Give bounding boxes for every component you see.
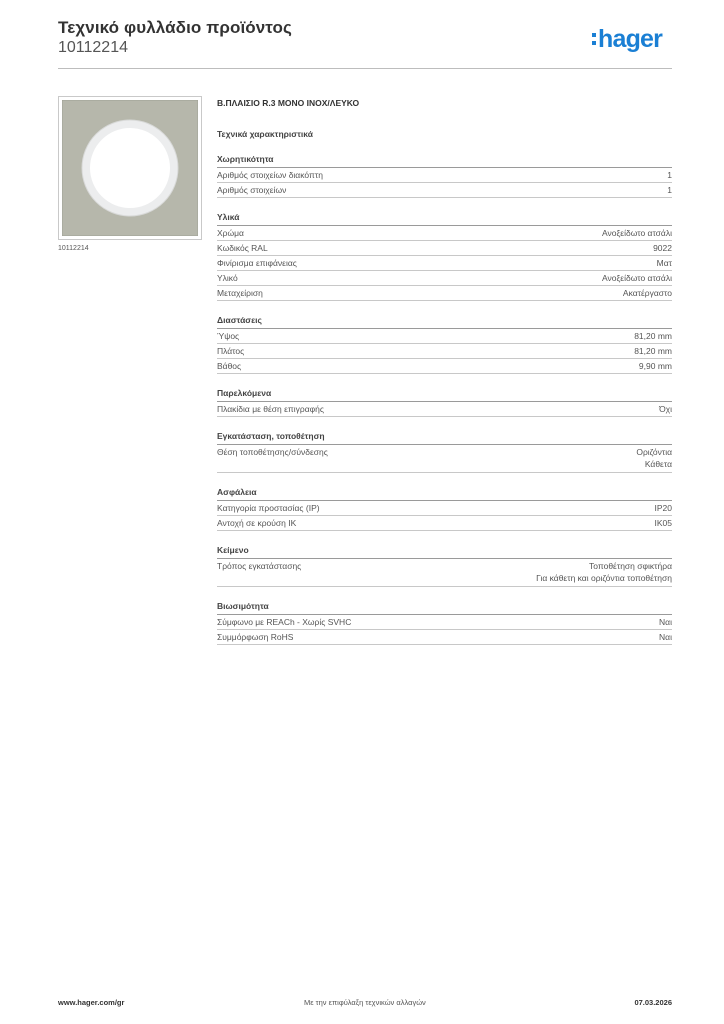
spec-value (655, 517, 673, 530)
spec-value (659, 631, 672, 644)
spec-value (623, 287, 672, 300)
frame-product-image-icon (62, 100, 198, 236)
spec-value-line: 9,90 mm (638, 361, 672, 371)
spec-value-line: IK05 (654, 518, 672, 528)
product-name: Β.ΠΛΑΙΣΙΟ R.3 ΜΟΝΟ INOX/ΛΕΥΚΟ (217, 98, 360, 108)
section-title: Ασφάλεια (217, 486, 672, 501)
spec-value-line: Οριζόντια (636, 447, 672, 457)
product-image (58, 96, 202, 240)
spec-row (217, 271, 672, 286)
spec-value-line: IP20 (654, 503, 672, 513)
hager-logo (592, 26, 662, 52)
spec-row (217, 256, 672, 271)
spec-label: Ύψος (217, 331, 240, 341)
footer-website[interactable]: www.hager.com/gr (58, 998, 125, 1007)
logo-text: hager (598, 25, 663, 53)
footer-note: Με την επιφύλαξη τεχνικών αλλαγών (304, 998, 426, 1007)
image-caption: 10112214 (58, 245, 89, 252)
spec-label: Κατηγορία προστασίας (IP) (217, 503, 320, 513)
spec-label: Τρόπος εγκατάστασης (217, 561, 302, 571)
section-title: Χωρητικότητα (217, 153, 672, 168)
spec-row (217, 615, 672, 630)
spec-value (667, 184, 672, 197)
spec-value (536, 560, 672, 584)
spec-label: Πλάτος (217, 346, 245, 356)
spec-label: Βάθος (217, 361, 242, 371)
spec-value-line: Κάθετα (644, 459, 672, 469)
spec-label: Μεταχείριση (217, 288, 263, 298)
spec-value-line: 9022 (653, 243, 672, 253)
spec-row (217, 329, 672, 344)
spec-value (655, 502, 673, 515)
spec-row (217, 226, 672, 241)
spec-value-line: Όχι (659, 404, 672, 414)
spec-value (659, 616, 672, 629)
document-title: Τεχνικό φυλλάδιο προϊόντος (58, 18, 292, 37)
page-footer (58, 998, 672, 1010)
spec-label: Σύμφωνο με REACh - Χωρίς SVHC (217, 617, 352, 627)
spec-row (217, 445, 672, 473)
spec-row (217, 344, 672, 359)
section-title: Παρελκόμενα (217, 387, 672, 402)
section-title: Βιωσιμότητα (217, 600, 672, 615)
spec-value-line: Ανοξείδωτο ατσάλι (601, 228, 672, 238)
spec-row (217, 501, 672, 516)
spec-label: Υλικό (217, 273, 238, 283)
spec-row (217, 183, 672, 198)
spec-value (657, 257, 672, 270)
section-title: Υλικά (217, 211, 672, 226)
section-title: Κείμενο (217, 544, 672, 559)
spec-row (217, 402, 672, 417)
spec-label: Κωδικός RAL (217, 243, 268, 253)
spec-value-line: Ανοξείδωτο ατσάλι (601, 273, 672, 283)
spec-value (659, 403, 672, 416)
spec-value-line: Ναι (659, 617, 672, 627)
spec-value (634, 345, 672, 358)
spec-value-line: 1 (667, 170, 672, 180)
spec-label: Χρώμα (217, 228, 244, 238)
spec-value (639, 360, 672, 373)
header-divider (58, 68, 672, 69)
section-title: Διαστάσεις (217, 314, 672, 329)
spec-value-line: Ακατέργαστο (622, 288, 672, 298)
spec-sections (217, 153, 672, 645)
spec-value (634, 330, 672, 343)
spec-value-line: Ναι (659, 632, 672, 642)
spec-value-line: Για κάθετη και οριζόντια τοποθέτηση (536, 573, 672, 583)
spec-label: Συμμόρφωση RoHS (217, 632, 294, 642)
spec-value-line: Τοποθέτηση σφικτήρα (588, 561, 672, 571)
spec-row (217, 559, 672, 587)
spec-row (217, 630, 672, 645)
spec-content (217, 97, 672, 645)
spec-label: Πλακίδια με θέση επιγραφής (217, 404, 324, 414)
spec-value-line: 1 (667, 185, 672, 195)
spec-label: Θέση τοποθέτησης/σύνδεσης (217, 447, 328, 457)
spec-value-line: Ματ (656, 258, 672, 268)
spec-value (667, 169, 672, 182)
spec-label: Αριθμός στοιχείων (217, 185, 287, 195)
spec-value-line: 81,20 mm (634, 331, 672, 341)
spec-value (602, 272, 672, 285)
spec-value (602, 227, 672, 240)
spec-row (217, 168, 672, 183)
spec-label: Αντοχή σε κρούση IK (217, 518, 297, 528)
spec-row (217, 241, 672, 256)
spec-row (217, 286, 672, 301)
spec-row (217, 516, 672, 531)
spec-value (653, 242, 672, 255)
document-number: 10112214 (58, 39, 128, 56)
spec-value (636, 446, 672, 470)
footer-date: 07.03.2026 (634, 998, 672, 1007)
tech-characteristics-title: Τεχνικά χαρακτηριστικά (217, 129, 313, 139)
logo-dots-icon (592, 33, 596, 45)
spec-row (217, 359, 672, 374)
section-title: Εγκατάσταση, τοποθέτηση (217, 430, 672, 445)
spec-label: Φινίρισμα επιφάνειας (217, 258, 297, 268)
spec-value-line: 81,20 mm (634, 346, 672, 356)
document-header (58, 18, 292, 58)
spec-label: Αριθμός στοιχείων διακόπτη (217, 170, 323, 180)
